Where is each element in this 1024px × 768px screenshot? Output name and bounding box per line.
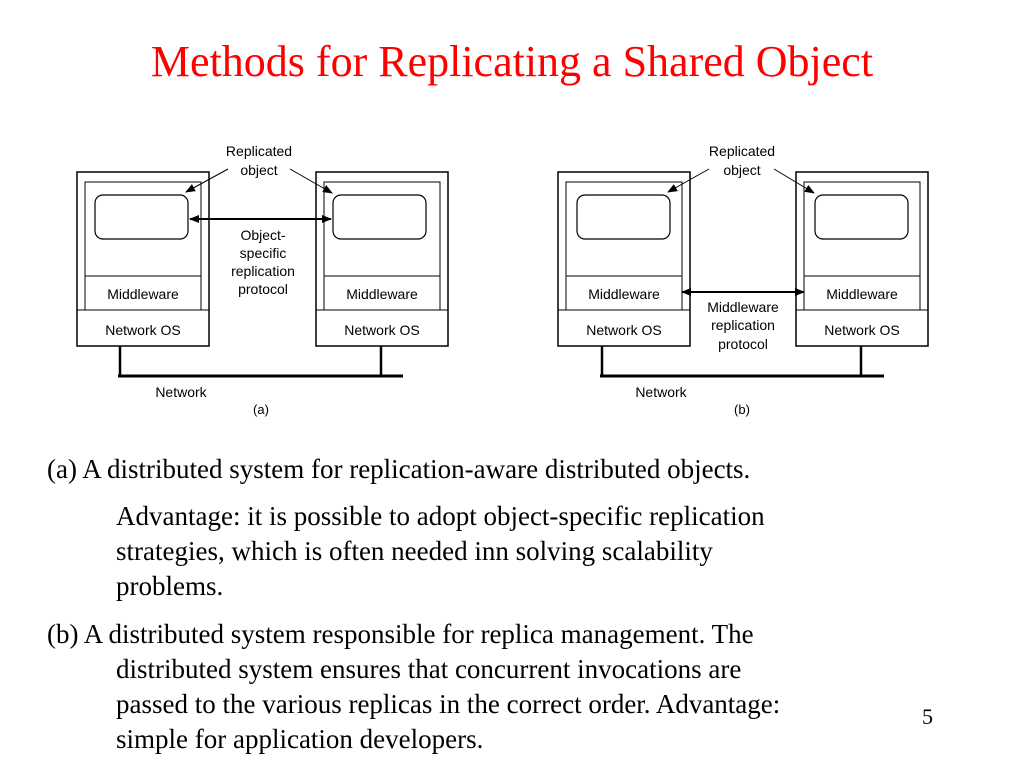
network-label-a: Network bbox=[155, 384, 207, 400]
protocol-label-b-1: Middleware bbox=[707, 299, 779, 315]
page-number: 5 bbox=[922, 704, 933, 729]
machine-a-left bbox=[77, 172, 209, 346]
caption-b: (b) bbox=[734, 402, 750, 417]
replicated-object-label-b-1: Replicated bbox=[708, 143, 776, 159]
paragraph-a-advantage-2: strategies, which is often needed inn solving scalability bbox=[116, 536, 713, 566]
slide-title: Methods for Replicating a Shared Object bbox=[150, 37, 874, 86]
protocol-label-a-3: replication bbox=[231, 263, 295, 279]
middleware-label-a-left: Middleware bbox=[107, 286, 179, 302]
protocol-label-b-2: replication bbox=[711, 317, 775, 333]
paragraph-b-4: simple for application developers. bbox=[116, 724, 484, 754]
protocol-label-a-4: protocol bbox=[238, 281, 288, 297]
diagram-a bbox=[77, 143, 448, 417]
replicated-object-a-right bbox=[333, 195, 426, 239]
paragraph-b-2: distributed system ensures that concurrent invocations are bbox=[116, 654, 742, 684]
replicated-object-b-left bbox=[577, 195, 670, 239]
network-os-label-b-right: Network OS bbox=[824, 322, 900, 338]
replicated-object-b-right bbox=[815, 195, 908, 239]
paragraph-a-advantage-1: Advantage: it is possible to adopt object-specific replication bbox=[116, 501, 765, 531]
network-os-label-a-right: Network OS bbox=[344, 322, 420, 338]
machine-a-right bbox=[316, 172, 448, 346]
diagram-b bbox=[558, 143, 928, 417]
caption-a: (a) bbox=[253, 402, 269, 417]
paragraph-b-1: (b) A distributed system responsible for replica management. The bbox=[47, 619, 754, 649]
network-os-label-a-left: Network OS bbox=[105, 322, 181, 338]
machine-b-left bbox=[558, 172, 690, 346]
machine-b-right bbox=[796, 172, 928, 346]
paragraph-a-heading: (a) A distributed system for replication-aware distributed objects. bbox=[47, 454, 751, 484]
middleware-label-b-left: Middleware bbox=[588, 286, 660, 302]
protocol-label-a-1: Object- bbox=[240, 227, 286, 243]
paragraph-b-3: passed to the various replicas in the correct order. Advantage: bbox=[116, 689, 781, 719]
protocol-label-b-3: protocol bbox=[718, 336, 768, 352]
middleware-label-b-right: Middleware bbox=[826, 286, 898, 302]
replicated-object-a-left bbox=[95, 195, 188, 239]
replicated-object-label-b-2: object bbox=[723, 162, 761, 178]
replicated-object-label-a-1: Replicated bbox=[225, 143, 293, 159]
protocol-label-a-2: specific bbox=[239, 245, 287, 261]
replicated-object-label-a-2: object bbox=[240, 162, 278, 178]
paragraph-a-advantage-3: problems. bbox=[116, 571, 224, 601]
middleware-label-a-right: Middleware bbox=[346, 286, 418, 302]
network-os-label-b-left: Network OS bbox=[586, 322, 662, 338]
network-label-b: Network bbox=[635, 384, 687, 400]
